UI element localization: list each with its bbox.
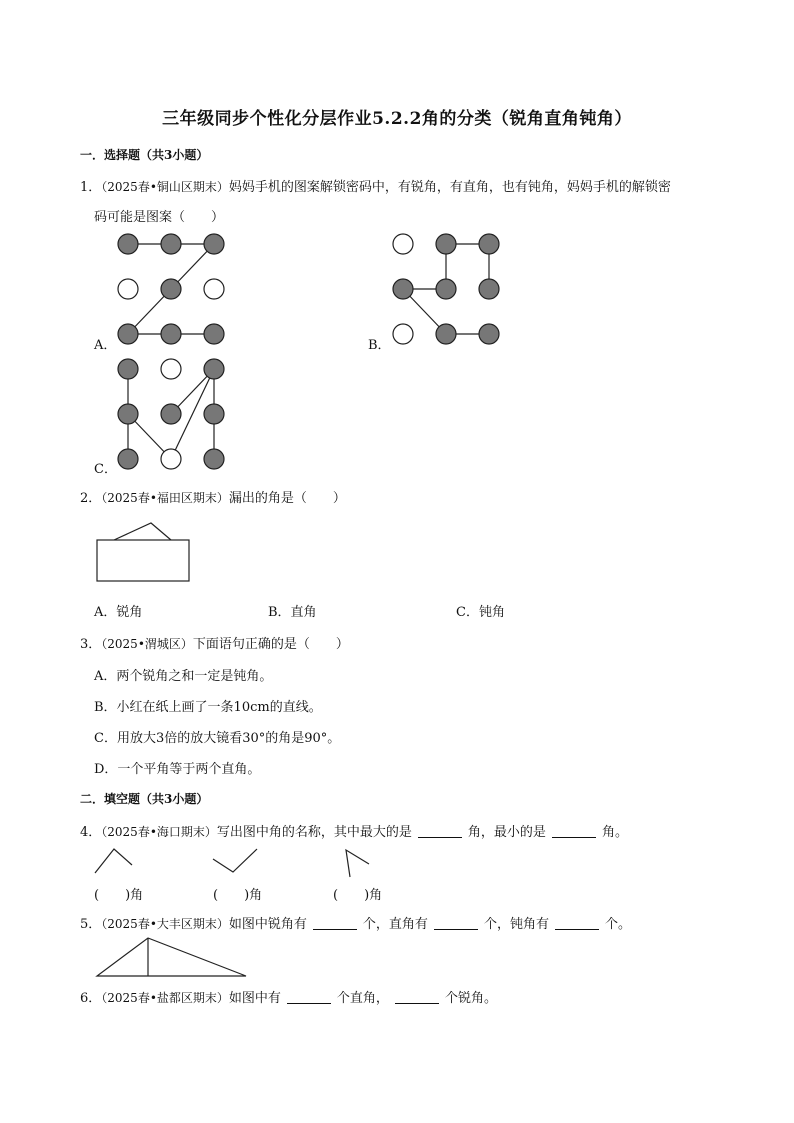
- question-source: （2025春•海口期末）: [101, 825, 217, 839]
- section-heading-fill: 二．填空题（共3小题）: [80, 792, 209, 806]
- question-text: 角。: [601, 825, 628, 840]
- unlock-pattern-b-figure: [391, 232, 503, 344]
- question-number: 4．: [80, 825, 102, 840]
- question-text: 个直角，: [336, 991, 389, 1006]
- question-3: [80, 633, 349, 652]
- angle-figure-2: [213, 849, 257, 872]
- question-text: 如图中锐角有: [228, 917, 307, 932]
- option-a[interactable]: A．锐角: [94, 605, 143, 620]
- angle-figures: [94, 846, 384, 878]
- option-b-label[interactable]: B．: [368, 338, 391, 353]
- answer-blank[interactable]: [555, 917, 599, 930]
- unlock-pattern-a-figure: [116, 232, 228, 344]
- question-text: 妈妈手机的图案解锁密码中，有锐角，有直角，也有钝角，妈妈手机的解锁密: [228, 180, 671, 195]
- option-d[interactable]: D．一个平角等于两个直角。: [94, 762, 261, 777]
- answer-blank[interactable]: [418, 825, 462, 838]
- angle-label-2: ( )角: [213, 888, 263, 903]
- question-number: 1．: [80, 180, 102, 195]
- option-c-label[interactable]: C．: [94, 462, 117, 477]
- option-a-label[interactable]: A．: [94, 338, 117, 353]
- question-number: 6．: [80, 991, 102, 1006]
- angle-label-1: ( )角: [94, 888, 144, 903]
- option-a[interactable]: A．两个锐角之和一定是钝角。: [94, 669, 273, 684]
- question-source: （2025春•大丰区期末）: [101, 917, 229, 931]
- question-2: [80, 487, 346, 506]
- unlock-pattern-c-figure: [116, 357, 228, 469]
- question-text: 角，最小的是: [467, 825, 546, 840]
- question-text: 下面语句正确的是（ ）: [192, 637, 349, 652]
- page-title: 三年级同步个性化分层作业5.2.2角的分类（锐角直角钝角）: [162, 109, 632, 129]
- envelope-angle-figure: [96, 522, 192, 584]
- question-text: 写出图中角的名称，其中最大的是: [216, 825, 412, 840]
- option-b[interactable]: B．直角: [268, 605, 317, 620]
- answer-blank[interactable]: [395, 991, 439, 1004]
- question-text: 个锐角。: [444, 991, 497, 1006]
- answer-blank[interactable]: [552, 825, 596, 838]
- question-1-line1: [80, 176, 671, 195]
- question-5: [80, 913, 631, 932]
- question-4: [80, 821, 628, 840]
- question-text: 漏出的角是（ ）: [228, 491, 346, 506]
- question-text: 个，直角有: [362, 917, 428, 932]
- question-source: （2025春•福田区期末）: [101, 491, 229, 505]
- question-source: （2025春•盐都区期末）: [101, 991, 229, 1005]
- question-source: （2025春•铜山区期末）: [101, 180, 229, 194]
- option-c[interactable]: C．钝角: [456, 605, 505, 620]
- option-c[interactable]: C．用放大3倍的放大镜看30°的角是90°。: [94, 731, 341, 746]
- question-number: 5．: [80, 917, 102, 932]
- question-source: （2025•渭城区）: [101, 637, 193, 651]
- question-1-line2: 码可能是图案（ ）: [94, 210, 225, 225]
- question-text: 个。: [604, 917, 631, 932]
- answer-blank[interactable]: [287, 991, 331, 1004]
- section-heading-choice: 一．选择题（共3小题）: [80, 148, 209, 162]
- option-b[interactable]: B．小红在纸上画了一条10cm的直线。: [94, 700, 322, 715]
- question-text: 如图中有: [228, 991, 281, 1006]
- answer-blank[interactable]: [434, 917, 478, 930]
- question-number: 3．: [80, 637, 102, 652]
- angle-label-3: ( )角: [333, 888, 383, 903]
- question-text: 个，钝角有: [483, 917, 549, 932]
- answer-blank[interactable]: [313, 917, 357, 930]
- angle-figure-3: [346, 850, 369, 877]
- angle-figure-1: [95, 849, 132, 873]
- question-6: [80, 987, 497, 1006]
- triangle-figure: [96, 937, 248, 979]
- question-number: 2．: [80, 491, 102, 506]
